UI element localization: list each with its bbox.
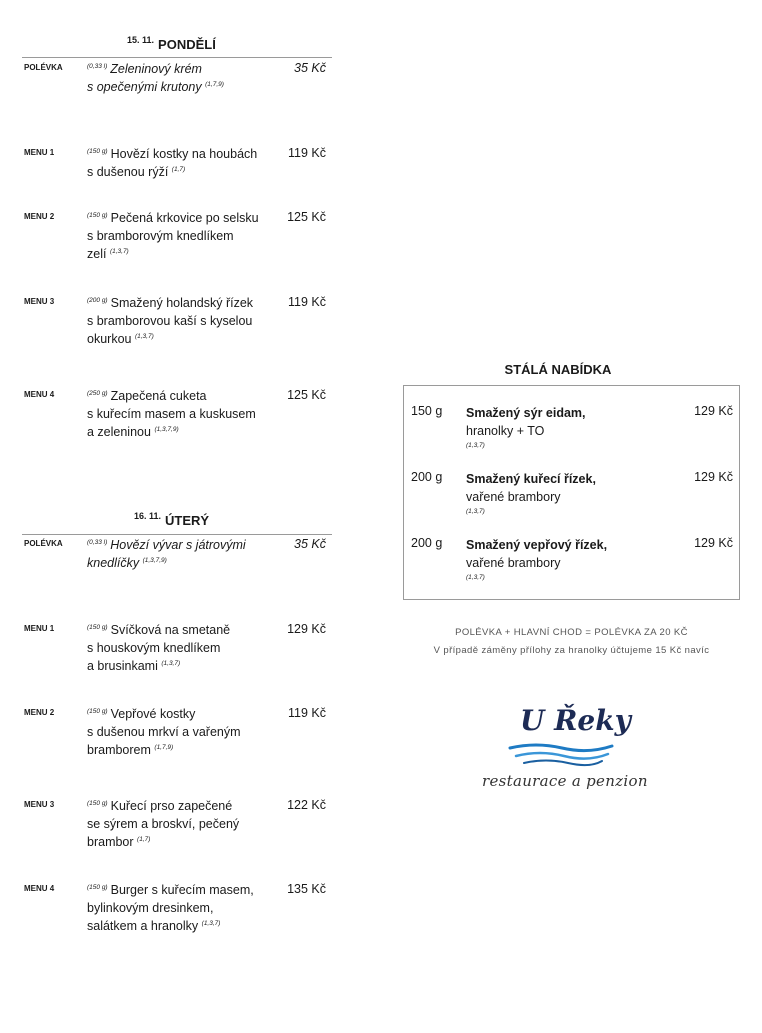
item-line: s dušenou rýží [87,165,169,179]
item-line: knedlíčky [87,556,140,570]
item-description [87,60,277,96]
item-type: MENU 1 [24,624,55,633]
menu-row [24,882,330,952]
item-line: a brusinkami [87,659,158,673]
item-description [87,705,277,759]
item-line: Hovězí kostky na houbách [110,147,258,161]
item-weight: 200 g [411,470,443,484]
item-description [466,470,686,506]
item-name: Smažený vepřový řízek, [466,538,608,552]
combo-note: POLÉVKA + HLAVNÍ CHOD = POLÉVKA ZA 20 KČ [455,627,688,638]
item-price: 119 Kč [288,295,326,309]
item-line: s kuřecím masem a kuskusem [87,407,256,421]
item-line: a zeleninou [87,425,151,439]
item-weight: (150 g) [87,624,108,631]
item-allergens: (1,3,7) [109,248,129,255]
standing-offer-row [404,470,739,530]
item-type: MENU 3 [24,800,55,809]
menu-row [24,146,330,216]
item-weight: (200 g) [87,297,108,304]
item-side: vařené brambory [466,490,561,504]
item-allergens: (1,3,7) [201,920,221,927]
item-price: 119 Kč [288,146,326,160]
item-description [466,536,686,572]
day-name: PONDĚLÍ [158,37,216,52]
item-allergens: (1,3,7) [161,660,181,667]
item-weight: (150 g) [87,708,108,715]
item-type: MENU 4 [24,884,55,893]
item-line: s houskovým knedlíkem [87,641,221,655]
item-description [87,881,277,935]
item-line: Vepřové kostky [110,707,196,721]
item-description [466,404,686,440]
item-name: Smažený kuřecí řízek, [466,472,596,486]
menu-row [24,798,330,868]
item-type: MENU 1 [24,148,55,157]
item-line: s dušenou mrkví a vařeným [87,725,241,739]
item-weight: (150 g) [87,148,108,155]
item-price: 129 Kč [287,622,326,636]
divider [22,534,332,535]
item-line: bylinkovým dresinkem, [87,901,214,915]
side-change-note: V případě záměny přílohy za hranolky účtujeme 15 Kč navíc [433,645,710,656]
item-price: 35 Kč [294,537,326,551]
item-price: 129 Kč [694,470,733,484]
standing-offer-row [404,404,739,464]
item-line: Kuřecí prso zapečené [110,799,233,813]
item-line: se sýrem a broskví, pečený [87,817,240,831]
item-price: 125 Kč [287,388,326,402]
item-line: brambor [87,835,134,849]
menu-row [24,388,330,458]
item-price: 35 Kč [294,61,326,75]
item-type: MENU 4 [24,390,55,399]
item-line: okurkou [87,332,132,346]
item-allergens: (1,7,9) [205,81,224,88]
menu-row [24,537,330,607]
item-description [87,145,277,181]
item-allergens: (1,3,7) [134,333,154,340]
item-allergens: (1,7) [171,166,186,173]
day-name: ÚTERÝ [165,513,210,528]
item-price: 122 Kč [287,798,326,812]
logo-subtitle: restaurace a penzion [482,772,648,790]
day-date: 15. 11. [127,35,155,45]
item-allergens: (1,7) [137,836,151,843]
standing-offer-title: STÁLÁ NABÍDKA [504,362,612,377]
divider [22,57,332,58]
restaurant-logo [478,700,658,800]
item-line: Zeleninový krém [110,62,202,76]
item-line: Burger s kuřecím masem, [110,883,254,897]
menu-row [24,295,330,365]
item-name: Smažený sýr eidam, [466,406,586,420]
day-heading-monday [127,36,216,54]
item-type: MENU 2 [24,708,55,717]
item-line: Hovězí vývar s játrovými [110,538,246,552]
item-price: 129 Kč [694,536,733,550]
item-line: zelí [87,247,107,261]
item-price: 129 Kč [694,404,733,418]
waves-icon [506,740,616,770]
item-description [87,797,277,851]
item-line: s opečenými krutony [87,80,202,94]
item-weight: (0,33 l) [87,539,108,546]
menu-row [24,61,330,131]
item-side: vařené brambory [466,556,561,570]
item-type: MENU 3 [24,297,55,306]
menu-row [24,706,330,776]
item-line: salátkem a hranolky [87,919,199,933]
item-weight: (250 g) [87,390,108,397]
item-allergens: (1,3,7,9) [142,557,167,564]
item-line: Smažený holandský řízek [110,296,254,310]
menu-row [24,210,330,280]
item-line: Zapečená cuketa [110,389,207,403]
item-type: MENU 2 [24,212,55,221]
item-description [87,536,277,572]
item-allergens: (1,3,7) [466,508,485,515]
item-description [87,294,277,348]
item-weight: 150 g [411,404,443,418]
item-line: s bramborovou kaší s kyselou [87,314,253,328]
item-price: 135 Kč [287,882,326,896]
standing-offer-row [404,536,739,596]
standing-offer-box [403,385,740,600]
item-type: POLÉVKA [24,539,63,548]
day-heading-tuesday [134,512,209,530]
item-side: hranolky + TO [466,424,545,438]
item-line: Svíčková na smetaně [110,623,231,637]
item-description [87,621,277,675]
item-line: bramborem [87,743,151,757]
item-price: 125 Kč [287,210,326,224]
item-description [87,209,277,263]
item-weight: (0,33 l) [87,63,108,70]
item-allergens: (1,7,9) [154,744,174,751]
item-allergens: (1,3,7) [466,574,485,581]
item-line: s bramborovým knedlíkem [87,229,234,243]
day-date: 16. 11. [134,511,162,521]
item-weight: (150 g) [87,800,108,807]
item-weight: (150 g) [87,884,108,891]
item-weight: (150 g) [87,212,108,219]
item-allergens: (1,3,7) [466,442,485,449]
item-weight: 200 g [411,536,443,550]
item-type: POLÉVKA [24,63,63,72]
item-line: Pečená krkovice po selsku [110,211,259,225]
item-price: 119 Kč [288,706,326,720]
item-allergens: (1,3,7,9) [154,426,179,433]
menu-row [24,622,330,692]
item-description [87,387,277,441]
logo-name: U Řeky [520,704,631,737]
